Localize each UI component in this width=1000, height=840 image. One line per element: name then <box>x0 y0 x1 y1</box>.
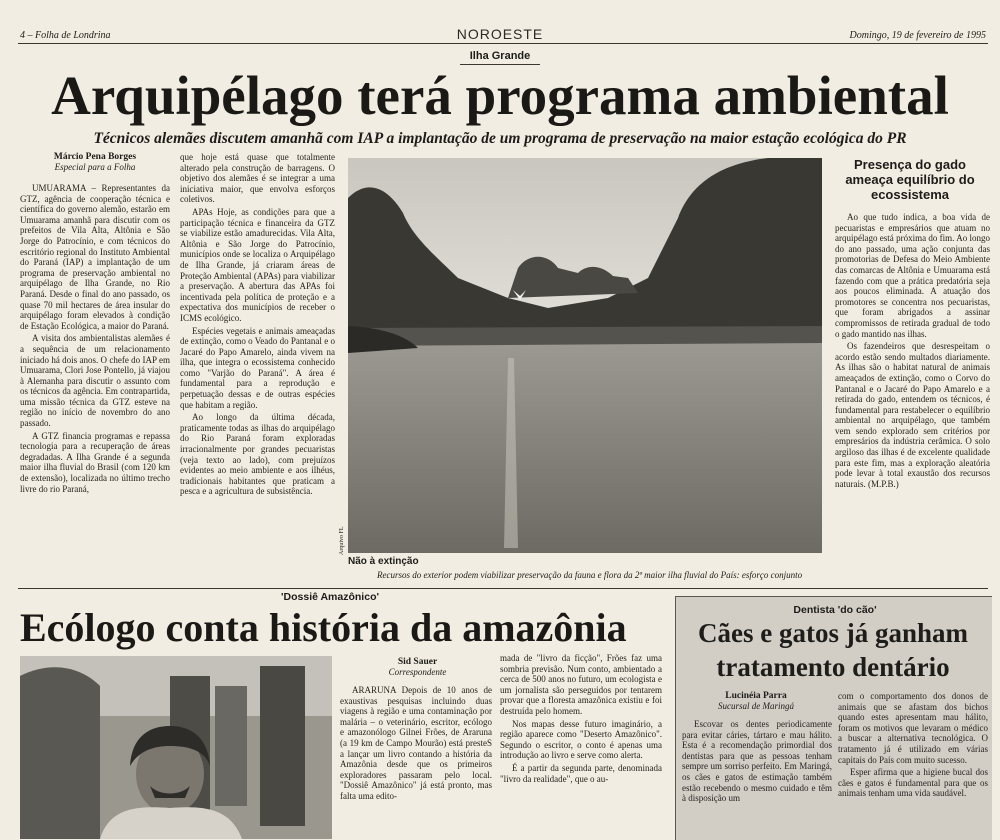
box-column-2 <box>838 691 988 839</box>
main-column-1 <box>20 183 170 581</box>
box-headline: Cães e gatos já ganham tratamento dentário <box>698 618 968 682</box>
header-rule <box>18 43 988 44</box>
ecologist-photo <box>20 656 332 839</box>
bottom-column-2 <box>500 653 662 839</box>
paragraph: Escovar os dentes periodicamente para evitar cáries, tártaro e mau hálito. Esta é a recomendação primordial dos dentistas para que as pessoas tenham sempre um sorriso perfeito. Em Maringá, os cães e gatos de estimação também estão recebendo o mesmo cuidado e têm à disposição um <box>682 719 832 804</box>
paragraph: Espécies vegetais e animais ameaçadas de extinção, como o Veado do Pantanal e o Jacaré do Papo Amarelo, ainda vivem na ilha, que integra o ecossistema conhecido como "Varjão do Paraná". A área é fundamental para a reprodução e perpetuação dessas e de outras espécies que habitam a região. <box>180 325 335 410</box>
box-story-tag: Dentista 'do cão' <box>793 604 877 616</box>
paragraph: A visita dos ambientalistas alemães é a sequência de um relacionamento iniciado há dois anos. O chefe do IAP em Umuarama, Clori Jose Pontello, já viajou à Alemanha para discutir o assunto com os técnicos da agência. Em contrapartida, uma missão técnica da GTZ esteve na região no início de novembro do ano passado. <box>20 333 170 429</box>
bottom-column-1 <box>340 685 492 839</box>
paragraph: UMUARAMA – Representantes da GTZ, agência de cooperação técnica e científica do governo alemão, estarão em Umuarama amanhã para discutir com os prefeitos de Vila Alta, Altônia e São Jorge do Patrocínio, e com técnicos do escritório regional do Instituto Ambiental do Paraná (IAP) a implantação de um programa de preservação ambiental no arquipélago de Ilha Grande, no Rio Paraná. Desde o final do ano passado, os quase 70 mil hectares de área insular do arquipélago foram elevados à condição de Estação Ecológica, a maior do Paraná. <box>20 183 170 331</box>
photo-label: Não à extinção <box>348 556 419 567</box>
paragraph: Ao longo da última década, praticamente todas as ilhas do arquipélago do Rio Paraná foram exploradas irracionalmente por grandes pecuaristas (veja texto ao lado), com prejuízos evidentes ao meio ambiente e aos ilhéus, tradicionais habitantes que praticam a pesca e a agricultura de subsistência. <box>180 412 335 497</box>
box-byline: Lucinéia Parra <box>725 691 787 701</box>
bottom-byline: Sid Sauer <box>397 657 438 667</box>
paragraph: com o comportamento dos donos de animais que se afastam dos bichos quando estes apresentam mau hálito, foram os motivos que levaram o médico a buscar a alternativa tecnológica. O tratamento já é utilizado em várias capitais do País com muito sucesso. <box>838 691 988 765</box>
main-byline-block <box>20 152 170 172</box>
story-tag: Ilha Grande <box>469 50 531 62</box>
paragraph: Os fazendeiros que desrespeitam o acordo estão sendo multados diariamente. As ilhas são o habitat natural de animais ameaçados de extinção, como o Corvo do Pantanal e o Jacaré do Papo Amarelo e a retirada do gado, entendem os técnicos, é fundamental para restabelecer o equilíbrio ambiental no arquipélago, que também vem sendo explorado sem critérios por empresários da indústria cerâmica. O solo argiloso das ilhas é de excelente qualidade para este fim, mas a exploração aleatória pode levar à total exaustão dos recursos naturais. (M.P.B.) <box>835 341 990 489</box>
bottom-byline-block <box>340 657 495 677</box>
box-byline-block <box>680 691 832 711</box>
bottom-headline: Ecólogo conta história da amazônia <box>20 605 627 650</box>
paragraph: Ao que tudo indica, a boa vida de pecuaristas e empresários que atuam no arquipélago está próxima do fim. Ao longo do ano passado, uma ação conjunta das promotorias de Defesa do Meio Ambiente das comarcas de Altônia e Umuarama está fazendo com que a prática predatória seja aos poucos eliminada. A atuação dos promotores se concentra nos pecuaristas, que foram abrigados a assinar compromissos de retirada gradual de todo o gado mantido nas ilhas. <box>835 212 990 339</box>
paragraph: Esper afirma que a higiene bucal dos cães e gatos é fundamental para que os animais tenham uma vida saudável. <box>838 767 988 799</box>
page-folio: 4 – Folha de Londrina <box>20 30 111 41</box>
main-photo <box>348 158 822 553</box>
sidebar-headline: Presença do gado ameaça equilíbrio do ecossistema <box>845 157 975 202</box>
river-landscape-image <box>348 158 822 553</box>
main-column-2 <box>180 152 335 582</box>
main-byline: Márcio Pena Borges <box>53 152 137 162</box>
paragraph: APAs Hoje, as condições para que a participação técnica e financeira da GTZ se viabilize estão amadurecidas. Vila Alta, Altônia e São Jorge do Patrocínio, municípios onde se localiza o Arquipélago de Ilha Grande, já criaram áreas de Proteção Ambiental (APAs) para viabilizar a preservação. A abertura das APAs foi incentivada pela política de proteção e a expectativa dos municípios de receber o ICMS ecológico. <box>180 206 335 323</box>
photo-credit: Arquivo FL <box>339 526 345 555</box>
box-byline-role: Sucursal de Maringá <box>718 701 794 711</box>
bottom-byline-role: Correspondente <box>388 667 447 677</box>
sidebar-column <box>835 212 990 582</box>
paragraph: ARARUNA Depois de 10 anos de exaustivas pesquisas incluindo duas viagens à região e uma contaminação por malária – o veterinário, escritor, ecólogo e amazonólogo Gilnei Frões, de Araruna (a 19 km de Campo Mourão) está presteS a lançar um livro contando a história da Amazônia desde que os primeiros exploradores passaram pelo local. "Dossiê Amazônico" já está pronto, mas falta uma edito- <box>340 685 492 801</box>
page-date: Domingo, 19 de fevereiro de 1995 <box>849 30 986 41</box>
box-column-1 <box>682 719 832 839</box>
main-byline-role: Especial para a Folha <box>54 162 136 172</box>
paragraph: mada de "livro da ficção", Frões faz uma sombria previsão. Num conto, ambientado a cerca de 500 anos no futuro, um ecologista e um jornalista são perseguidos por tentarem provar que a floresta amazônica existiu e foi destruída pelo homem. <box>500 653 662 716</box>
bottom-story-tag: 'Dossiê Amazônico' <box>281 591 379 603</box>
portrait-image <box>20 656 332 839</box>
section-divider <box>18 588 988 589</box>
photo-caption: Recursos do exterior podem viabilizar preservação da fauna e flora da 2ª maior ilha fluvial do País: esforço conjunto <box>377 570 803 580</box>
paragraph: É a partir da segunda parte, denominada "livro da realidade", que o au- <box>500 762 662 784</box>
paragraph: Nos mapas desse futuro imaginário, a região aparece como "Deserto Amazônico". Segundo o escritor, o conto é apenas uma introdução ao livro e serve como alerta. <box>500 718 662 761</box>
paragraph: A GTZ financia programas e repassa tecnologia para a recuperação de áreas degradadas. A Ilha Grande é a segunda maior ilha fluvial do Brasil (com 120 km de extensão), localizada no último trecho livre do rio Paraná, <box>20 430 170 494</box>
paragraph: que hoje está quase que totalmente alterado pela construção de barragens. O objetivo dos alemães é se integrar a uma iniciativa maior, que envolva esforços coletivos. <box>180 152 335 205</box>
main-deck: Técnicos alemães discutem amanhã com IAP a implantação de um programa de preservação na maior estação ecológica do PR <box>93 130 907 147</box>
main-headline: Arquipélago terá programa ambiental <box>51 65 949 126</box>
section-title: NOROESTE <box>456 26 544 42</box>
